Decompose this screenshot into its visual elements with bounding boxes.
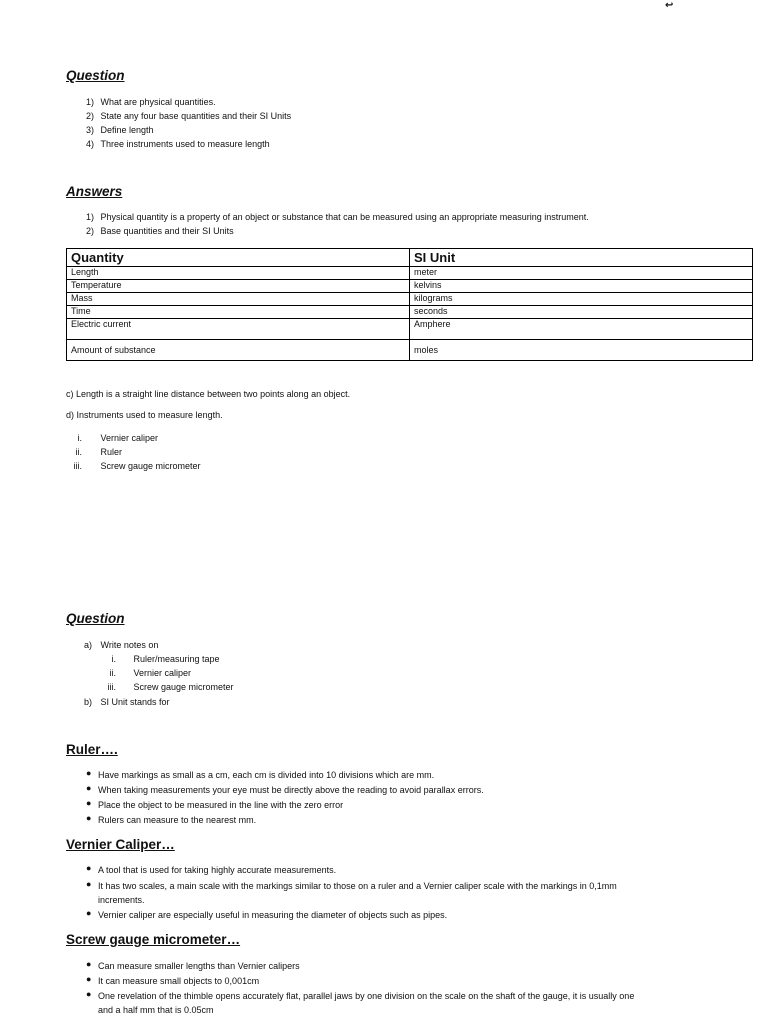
question-a (80, 638, 158, 652)
bullet-icon: ● (86, 959, 92, 969)
roman-numeral: ii. (75, 447, 82, 457)
item-text: Write notes on (100, 640, 159, 650)
item-number: 2) (85, 111, 94, 121)
list-item: A tool that is used for taking highly accurate measurements. (98, 865, 337, 875)
bullet-icon: ● (86, 974, 92, 984)
question-item (82, 95, 216, 109)
table-cell: kelvins (410, 280, 753, 293)
item-number: 4) (85, 139, 94, 149)
item-number: 2) (85, 226, 94, 236)
item-text: Three instruments used to measure length (100, 139, 270, 149)
item-number: 1) (85, 212, 94, 222)
table-row (67, 340, 753, 361)
bullet-icon: ● (86, 783, 92, 793)
answer-d: d) Instruments used to measure length. (66, 410, 223, 420)
table-cell: Temperature (67, 280, 410, 293)
answer-item (82, 210, 589, 224)
bullet-icon: ● (86, 813, 92, 823)
answer-item (82, 224, 234, 238)
vernier-heading: Vernier Caliper… (66, 837, 175, 852)
item-text: Ruler/measuring tape (133, 654, 220, 664)
roman-numeral: i. (111, 654, 116, 664)
item-text: Vernier caliper (100, 433, 159, 443)
table-cell: seconds (410, 306, 753, 319)
item-text: Vernier caliper (133, 668, 192, 678)
answer-c: c) Length is a straight line distance between two points along an object. (66, 389, 351, 399)
item-text: What are physical quantities. (100, 97, 216, 107)
roman-numeral: iii. (73, 461, 82, 471)
question-sub-item (96, 652, 220, 666)
bullet-icon: ● (86, 989, 92, 999)
item-number: 3) (85, 125, 94, 135)
table-row (67, 267, 753, 280)
list-item: When taking measurements your eye must be directly above the reading to avoid parallax errors. (98, 785, 484, 795)
roman-numeral: iii. (107, 682, 116, 692)
question-b (80, 695, 170, 709)
question-heading-2: Question (66, 611, 125, 626)
bullet-icon: ● (86, 908, 92, 918)
table-row (67, 280, 753, 293)
item-letter: b) (83, 697, 92, 707)
table-cell: moles (410, 340, 753, 361)
question-item (82, 123, 154, 137)
item-letter: a) (83, 640, 92, 650)
instrument-item (66, 431, 158, 445)
instrument-item (66, 459, 201, 473)
item-text: SI Unit stands for (100, 697, 170, 707)
table-cell: Electric current (67, 319, 410, 340)
table-cell: meter (410, 267, 753, 280)
table-cell: Time (67, 306, 410, 319)
list-item: Have markings as small as a cm, each cm is divided into 10 divisions which are mm. (98, 770, 435, 780)
list-item-continuation: and a half mm that is 0.05cm (98, 1005, 214, 1015)
list-item: It has two scales, a main scale with the markings similar to those on a ruler and a Vernier caliper scale with the markings in 0,1mm (98, 881, 617, 891)
table-header-row (67, 249, 753, 267)
list-item: Can measure smaller lengths than Vernier calipers (98, 961, 300, 971)
item-text: State any four base quantities and their SI Units (100, 111, 292, 121)
item-text: Ruler (100, 447, 123, 457)
table-cell: Amount of substance (67, 340, 410, 361)
question-sub-item (96, 680, 234, 694)
table-header-cell: SI Unit (410, 249, 753, 267)
list-item-continuation: increments. (98, 895, 145, 905)
list-item: Vernier caliper are especially useful in measuring the diameter of objects such as pipes. (98, 910, 448, 920)
roman-numeral: i. (77, 433, 82, 443)
table-header-cell: Quantity (67, 249, 410, 267)
list-item: Rulers can measure to the nearest mm. (98, 815, 257, 825)
table-row (67, 306, 753, 319)
screw-gauge-heading: Screw gauge micrometer… (66, 932, 241, 947)
question-item (82, 137, 270, 151)
si-units-table (66, 248, 753, 361)
table-cell: Mass (67, 293, 410, 306)
bullet-icon: ● (86, 879, 92, 889)
list-item: It can measure small objects to 0,001cm (98, 976, 260, 986)
list-item: Place the object to be measured in the line with the zero error (98, 800, 344, 810)
bullet-icon: ● (86, 768, 92, 778)
bullet-icon: ● (86, 863, 92, 873)
question-heading: Question (66, 68, 125, 83)
bullet-icon: ● (86, 798, 92, 808)
item-text: Screw gauge micrometer (133, 682, 234, 692)
answers-heading: Answers (66, 184, 123, 199)
instrument-item (66, 445, 122, 459)
question-item (82, 109, 291, 123)
list-item: One revelation of the thimble opens accurately flat, parallel jaws by one division on the scale on the shaft of the gauge, it is usually one (98, 991, 635, 1001)
item-text: Base quantities and their SI Units (100, 226, 234, 236)
item-text: Screw gauge micrometer (100, 461, 201, 471)
ruler-heading: Ruler…. (66, 742, 118, 757)
item-text: Physical quantity is a property of an object or substance that can be measured using an appropriate measuring instrument. (100, 212, 589, 222)
table-cell: Amphere (410, 319, 753, 340)
item-text: Define length (100, 125, 154, 135)
item-number: 1) (85, 97, 94, 107)
table-cell: Length (67, 267, 410, 280)
corner-mark: ↩ (665, 0, 674, 11)
table-cell: kilograms (410, 293, 753, 306)
table-row (67, 319, 753, 340)
roman-numeral: ii. (109, 668, 116, 678)
table-row (67, 293, 753, 306)
question-sub-item (96, 666, 191, 680)
